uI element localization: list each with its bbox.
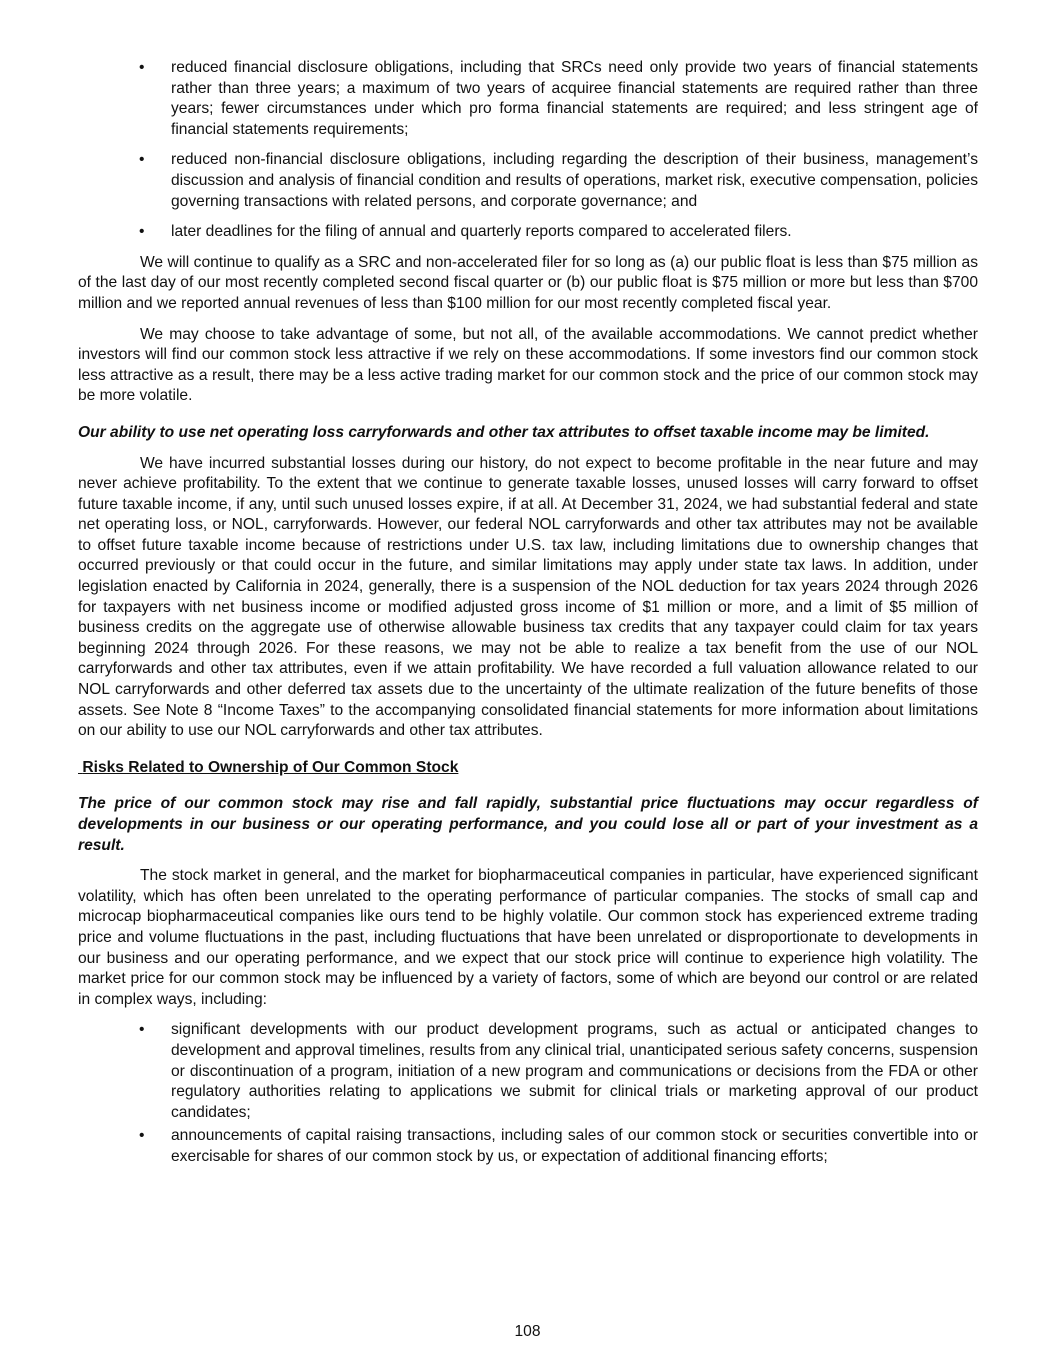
bullet-icon: • [139, 59, 145, 76]
src-accommodations-list [78, 58, 978, 243]
list-item [78, 222, 978, 243]
price-factors-list [78, 1020, 978, 1167]
nol-risk-paragraph: We have incurred substantial losses during our history, do not expect to become profitable in the near future and may never achieve profitability. To the extent that we continue to generate taxable losses, unused losses will carry forward to offset future taxable income, if any, until such unused losses expire, if at all. At December 31, 2024, we had substantial federal and state net operating loss, or NOL, carryforwards. However, our federal NOL carryforwards and other tax attributes may not be available to offset future taxable income because of restrictions under U.S. tax law, including limitations due to ownership changes that occurred previously or that could occur in the future, and similar limitations may apply under state tax laws. In addition, under legislation enacted by California in 2024, generally, there is a suspension of the NOL deduction for tax years 2024 through 2026 for taxpayers with net business income or modified adjusted gross income of $1 million or more, and a limit of $5 million of business credits on the aggregate use of otherwise allowable business tax credits that any taxpayer could claim for tax years beginning 2024 through 2026. For these reasons, we may not be able to realize a tax benefit from the use of our NOL carryforwards and other tax attributes, even if we attain profitability. We have recorded a full valuation allowance related to our NOL carryforwards and other deferred tax assets due to the uncertainty of the ultimate realization of the future benefits of those assets. See Note 8 “Income Taxes” to the accompanying consolidated financial statements for more information about limitations on our ability to use our NOL carryforwards and other tax attributes. [78, 454, 978, 740]
list-item-text: significant developments with our product development programs, such as actual or anticipated changes to development and approval timelines, results from any clinical trial, unanticipated serious safety concerns, suspension or discontinuation of a program, initiation of a new program and communications or decisions from the FDA or other regulatory authorities relating to applications we submit for clinical trials or marketing approval of our product candidates; [171, 1021, 978, 1121]
src-qualification-paragraph: We will continue to qualify as a SRC and non-accelerated filer for so long as (a) our public float is less than $75 million as of the last day of our most recently completed second fiscal quarter or (b) our public float is $75 million or more but less than $700 million and we reported annual revenues of less than $100 million for our most recently completed fiscal year. [78, 253, 978, 312]
list-item-text: later deadlines for the filing of annual and quarterly reports compared to accelerated filers. [171, 223, 792, 241]
page-number: 108 [514, 1323, 541, 1340]
price-risk-heading: The price of our common stock may rise and fall rapidly, substantial price fluctuations may occur regardless of developments in our business or our operating performance, and you could lose all or part of your investment as a result. [78, 795, 978, 854]
list-item [78, 1020, 978, 1123]
list-item-text: announcements of capital raising transactions, including sales of our common stock or securities convertible into or exercisable for shares of our common stock by us, or expectation of additional financing efforts; [171, 1127, 978, 1165]
list-item-text: reduced non-financial disclosure obligations, including regarding the description of their business, management’s discussion and analysis of financial condition and results of operations, market risk, executive compensation, policies governing transactions with related persons, and corporate governance; and [171, 151, 978, 210]
document-page [78, 58, 978, 1178]
bullet-icon: • [139, 151, 145, 169]
nol-risk-heading: Our ability to use net operating loss carryforwards and other tax attributes to offset taxable income may be limited. [78, 423, 930, 441]
list-item [78, 1126, 978, 1167]
bullet-icon: • [139, 223, 145, 241]
list-item [78, 150, 978, 212]
list-item-text: reduced financial disclosure obligations, including that SRCs need only provide two years of financial statements rather than three years; a maximum of two years of acquiree financial statements are required rather than three years; fewer circumstances under which pro forma financial statements are required; and less stringent age of financial statements requirements; [171, 59, 978, 138]
list-item [78, 58, 978, 140]
accommodations-paragraph: We may choose to take advantage of some, but not all, of the available accommodations. We cannot predict whether investors will find our common stock less attractive if we rely on these accommodations. If some investors find our common stock less attractive as a result, there may be a less active trading market for our common stock and the price of our common stock may be more volatile. [78, 325, 978, 405]
bullet-icon: • [139, 1021, 145, 1039]
price-risk-paragraph: The stock market in general, and the market for biopharmaceutical companies in particular, have experienced significant volatility, which has often been unrelated to the operating performance of particular companies. The stocks of small cap and microcap biopharmaceutical companies like ours tend to be highly volatile. Our common stock has experienced extreme trading price and volume fluctuations in the past, including fluctuations that have been unrelated or disproportionate to developments in our business and our operating performance, and we expect that our stock price will continue to experience high volatility. The market price for our common stock may be influenced by a variety of factors, some of which are beyond our control or are related in complex ways, including: [78, 867, 978, 1008]
bullet-icon: • [139, 1127, 145, 1145]
section-heading [78, 758, 978, 779]
section-heading-text: Risks Related to Ownership of Our Common Stock [82, 758, 459, 776]
